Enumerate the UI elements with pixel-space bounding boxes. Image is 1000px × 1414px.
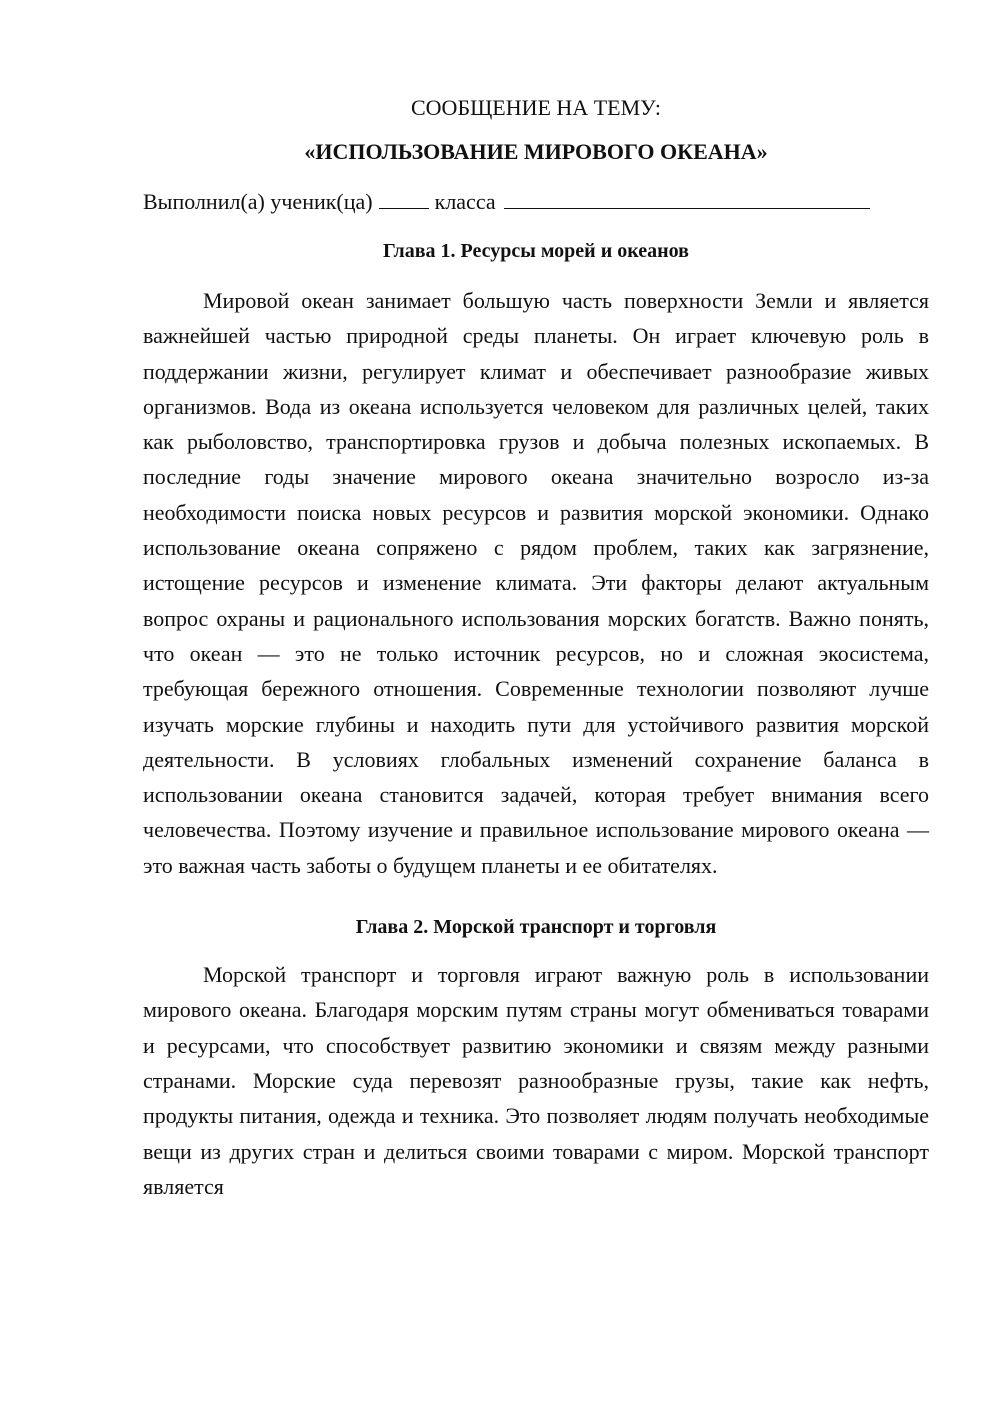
chapter-2-paragraph: Морской транспорт и торговля играют важную роль в использовании мирового океана. Благодаря морским путям страны могут обмениваться товарами и ресурсами, что способствует развитию экономики и связям между разными странами. Морские суда перевозят разнообразные грузы, такие как нефть, продукты питания, одежда и техника. Это позволяет людям получать необходимые вещи из других стран и делиться своими товарами с миром. Морской транспорт является (143, 962, 929, 1199)
chapter-2-heading: Глава 2. Морской транспорт и торговля (355, 916, 717, 939)
class-label: класса (434, 189, 496, 214)
chapter-1-heading: Глава 1. Ресурсы морей и океанов (383, 240, 689, 262)
author-line (143, 187, 929, 217)
name-blank (504, 188, 870, 209)
document-subtitle: «ИСПОЛЬЗОВАНИЕ МИРОВОГО ОКЕАНА» (304, 139, 768, 164)
author-label: Выполнил(а) ученик(ца) (143, 189, 373, 214)
chapter-1-paragraph: Мировой океан занимает большую часть поверхности Земли и является важнейшей частью природной среды планеты. Он играет ключевую роль в поддержании жизни, регулирует климат и обеспечивает разнообразие живых организмов. Вода из океана используется человеком для различных целей, таких как рыболовство, транспортировка грузов и добыча полезных ископаемых. В последние годы значение мирового океана значительно возросло из-за необходимости поиска новых ресурсов и развития морской экономики. Однако использование океана сопряжено с рядом проблем, таких как загрязнение, истощение ресурсов и изменение климата. Эти факторы делают актуальным вопрос охраны и рационального использования морских богатств. Важно понять, что океан — это не только источник ресурсов, но и сложная экосистема, требующая бережного отношения. Современные технологии позволяют лучше изучать морские глубины и находить пути для устойчивого развития морской деятельности. В условиях глобальных изменений сохранение баланса в использовании океана становится задачей, которая требует внимания всего человечества. Поэтому изучение и правильное использование мирового океана — это важная часть заботы о будущем планеты и ее обитателях. (143, 288, 929, 878)
document-title: СООБЩЕНИЕ НА ТЕМУ: (411, 95, 661, 120)
grade-blank (379, 188, 429, 209)
document-page (143, 93, 929, 1204)
